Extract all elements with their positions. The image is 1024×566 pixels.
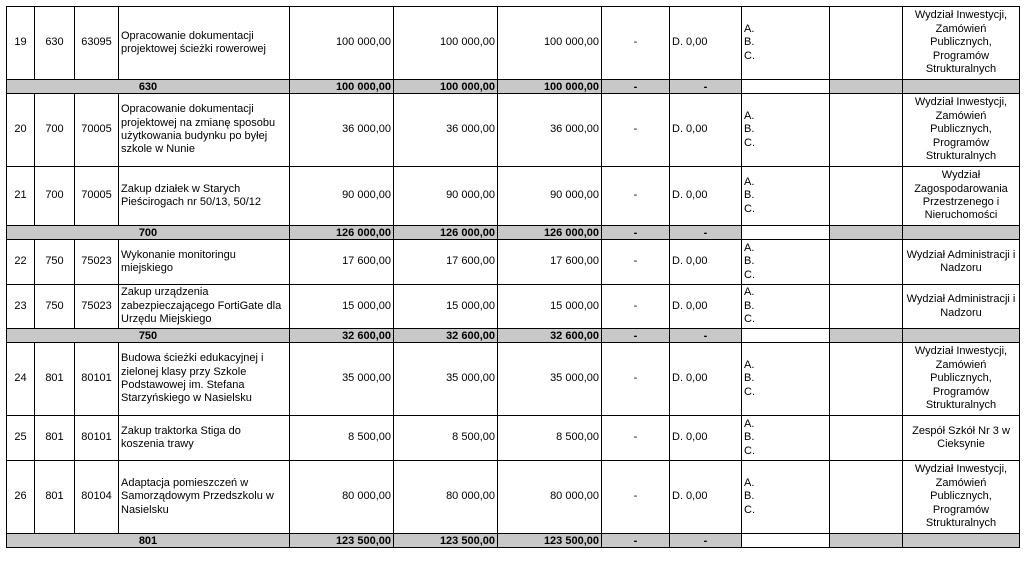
total-empty-cell (830, 80, 903, 94)
rozdzial-cell: 75023 (75, 285, 119, 329)
row-number-cell: 24 (7, 343, 35, 416)
total-dash-cell: - (602, 329, 670, 343)
abc-label: C. (744, 503, 755, 516)
total-empty-cell-2 (903, 534, 1020, 548)
dash-cell: - (602, 343, 670, 416)
source-abc-cell (742, 343, 830, 416)
abc-label: A. (744, 175, 755, 188)
amount-cell-2: 15 000,00 (394, 285, 498, 329)
amount-cell-1: 80 000,00 (290, 461, 394, 534)
total-cell-2: 123 500,00 (394, 534, 498, 548)
dash-cell: - (602, 240, 670, 285)
section-label-cell: 700 (7, 226, 290, 240)
amount-cell-1: 35 000,00 (290, 343, 394, 416)
empty-cell (830, 461, 903, 534)
source-abc-cell (742, 416, 830, 461)
empty-cell (830, 240, 903, 285)
dzial-cell: 630 (35, 7, 75, 80)
source-abc-cell (742, 94, 830, 167)
table-row (7, 416, 1020, 461)
abc-label: A. (744, 358, 755, 371)
amount-cell-3: 100 000,00 (498, 7, 602, 80)
abc-label: B. (744, 490, 755, 503)
task-description-cell: Adaptacja pomieszczeń w Samorządowym Przedszkolu w Nasielsku (119, 461, 290, 534)
source-d-cell: D. 0,00 (670, 343, 742, 416)
section-label-cell: 750 (7, 329, 290, 343)
abc-label: B. (744, 431, 755, 444)
dzial-cell: 801 (35, 343, 75, 416)
dzial-cell: 750 (35, 240, 75, 285)
total-empty-cell (830, 226, 903, 240)
total-cell-1: 32 600,00 (290, 329, 394, 343)
source-abc-cell (742, 7, 830, 80)
amount-cell-1: 100 000,00 (290, 7, 394, 80)
dzial-cell: 750 (35, 285, 75, 329)
abc-label: B. (744, 36, 755, 49)
rozdzial-cell: 63095 (75, 7, 119, 80)
abc-label: A. (744, 22, 755, 35)
row-number-cell: 23 (7, 285, 35, 329)
abc-label: C. (744, 444, 755, 457)
investment-budget-table (6, 6, 1020, 548)
dzial-cell: 700 (35, 167, 75, 226)
rozdzial-cell: 70005 (75, 167, 119, 226)
responsible-unit-cell: Wydział Inwestycji, Zamówień Publicznych, Programów Strukturalnych (903, 461, 1020, 534)
table-row (7, 240, 1020, 285)
rozdzial-cell: 70005 (75, 94, 119, 167)
source-abc-cell (742, 240, 830, 285)
task-description-cell: Wykonanie monitoringu miejskiego (119, 240, 290, 285)
abc-label: C. (744, 385, 755, 398)
section-label-cell: 801 (7, 534, 290, 548)
responsible-unit-cell: Wydział Inwestycji, Zamówień Publicznych, Programów Strukturalnych (903, 94, 1020, 167)
responsible-unit-cell: Wydział Inwestycji, Zamówień Publicznych, Programów Strukturalnych (903, 7, 1020, 80)
amount-cell-2: 100 000,00 (394, 7, 498, 80)
dzial-cell: 801 (35, 461, 75, 534)
dash-cell: - (602, 7, 670, 80)
rozdzial-cell: 80101 (75, 416, 119, 461)
abc-label: B. (744, 299, 755, 312)
rozdzial-cell: 75023 (75, 240, 119, 285)
task-description-cell: Zakup traktorka Stiga do koszenia trawy (119, 416, 290, 461)
empty-cell (830, 416, 903, 461)
abc-label: A. (744, 241, 755, 254)
empty-cell (830, 343, 903, 416)
amount-cell-2: 80 000,00 (394, 461, 498, 534)
section-total-row (7, 80, 1020, 94)
amount-cell-3: 17 600,00 (498, 240, 602, 285)
total-dash-cell-2: - (670, 329, 742, 343)
task-description-cell: Opracowanie dokumentacji projektowej na zmianę sposobu użytkowania budynku po byłej szkole w Nunie (119, 94, 290, 167)
amount-cell-2: 90 000,00 (394, 167, 498, 226)
table-row (7, 343, 1020, 416)
source-d-cell: D. 0,00 (670, 167, 742, 226)
dash-cell: - (602, 167, 670, 226)
responsible-unit-cell: Wydział Zagospodarowania Przestrzenego i Nieruchomości (903, 167, 1020, 226)
table-row (7, 7, 1020, 80)
source-d-cell: D. 0,00 (670, 416, 742, 461)
table-row (7, 167, 1020, 226)
abc-label: C. (744, 49, 755, 62)
total-cell-1: 123 500,00 (290, 534, 394, 548)
section-label-cell: 630 (7, 80, 290, 94)
budget-table-page (6, 6, 1020, 548)
source-d-cell: D. 0,00 (670, 461, 742, 534)
table-row (7, 461, 1020, 534)
total-dash-cell-2: - (670, 226, 742, 240)
abc-label: B. (744, 255, 755, 268)
total-dash-cell: - (602, 80, 670, 94)
row-number-cell: 25 (7, 416, 35, 461)
amount-cell-1: 8 500,00 (290, 416, 394, 461)
amount-cell-3: 8 500,00 (498, 416, 602, 461)
total-cell-2: 32 600,00 (394, 329, 498, 343)
total-cell-3: 126 000,00 (498, 226, 602, 240)
dzial-cell: 700 (35, 94, 75, 167)
abc-label: C. (744, 202, 755, 215)
responsible-unit-cell: Zespół Szkół Nr 3 w Cieksynie (903, 416, 1020, 461)
abc-label: C. (744, 268, 755, 281)
source-abc-cell (742, 461, 830, 534)
source-abc-cell (742, 285, 830, 329)
abc-label: A. (744, 286, 755, 299)
total-empty-cell (830, 534, 903, 548)
total-empty-cell-2 (903, 226, 1020, 240)
total-dash-cell: - (602, 534, 670, 548)
source-abc-cell (742, 167, 830, 226)
dash-cell: - (602, 461, 670, 534)
responsible-unit-cell: Wydział Administracji i Nadzoru (903, 240, 1020, 285)
task-description-cell: Zakup urządzenia zabezpieczającego FortiGate dla Urzędu Miejskiego (119, 285, 290, 329)
rozdzial-cell: 80101 (75, 343, 119, 416)
dash-cell: - (602, 94, 670, 167)
abc-label: B. (744, 189, 755, 202)
total-empty-cell-2 (903, 80, 1020, 94)
responsible-unit-cell: Wydział Inwestycji, Zamówień Publicznych, Programów Strukturalnych (903, 343, 1020, 416)
blank-cell (742, 226, 830, 240)
amount-cell-3: 80 000,00 (498, 461, 602, 534)
source-d-cell: D. 0,00 (670, 7, 742, 80)
task-description-cell: Opracowanie dokumentacji projektowej ścieżki rowerowej (119, 7, 290, 80)
amount-cell-3: 35 000,00 (498, 343, 602, 416)
amount-cell-1: 15 000,00 (290, 285, 394, 329)
total-empty-cell (830, 329, 903, 343)
source-d-cell: D. 0,00 (670, 285, 742, 329)
dzial-cell: 801 (35, 416, 75, 461)
amount-cell-3: 15 000,00 (498, 285, 602, 329)
empty-cell (830, 94, 903, 167)
section-total-row (7, 329, 1020, 343)
amount-cell-2: 35 000,00 (394, 343, 498, 416)
abc-label: A. (744, 476, 755, 489)
amount-cell-3: 90 000,00 (498, 167, 602, 226)
total-empty-cell-2 (903, 329, 1020, 343)
empty-cell (830, 285, 903, 329)
table-row (7, 94, 1020, 167)
source-d-cell: D. 0,00 (670, 240, 742, 285)
total-cell-3: 32 600,00 (498, 329, 602, 343)
task-description-cell: Zakup działek w Starych Pieścirogach nr 50/13, 50/12 (119, 167, 290, 226)
row-number-cell: 19 (7, 7, 35, 80)
abc-label: A. (744, 417, 755, 430)
section-total-row (7, 534, 1020, 548)
task-description-cell: Budowa ścieżki edukacyjnej i zielonej klasy przy Szkole Podstawowej im. Stefana Starzyńskiego w Nasielsku (119, 343, 290, 416)
blank-cell (742, 80, 830, 94)
amount-cell-1: 36 000,00 (290, 94, 394, 167)
amount-cell-1: 90 000,00 (290, 167, 394, 226)
dash-cell: - (602, 285, 670, 329)
total-cell-3: 123 500,00 (498, 534, 602, 548)
total-cell-2: 100 000,00 (394, 80, 498, 94)
blank-cell (742, 534, 830, 548)
empty-cell (830, 167, 903, 226)
amount-cell-1: 17 600,00 (290, 240, 394, 285)
row-number-cell: 22 (7, 240, 35, 285)
row-number-cell: 20 (7, 94, 35, 167)
amount-cell-3: 36 000,00 (498, 94, 602, 167)
total-dash-cell-2: - (670, 80, 742, 94)
total-cell-1: 126 000,00 (290, 226, 394, 240)
total-dash-cell: - (602, 226, 670, 240)
amount-cell-2: 36 000,00 (394, 94, 498, 167)
table-row (7, 285, 1020, 329)
amount-cell-2: 17 600,00 (394, 240, 498, 285)
abc-label: C. (744, 313, 755, 326)
responsible-unit-cell: Wydział Administracji i Nadzoru (903, 285, 1020, 329)
total-dash-cell-2: - (670, 534, 742, 548)
abc-label: B. (744, 123, 755, 136)
total-cell-2: 126 000,00 (394, 226, 498, 240)
section-total-row (7, 226, 1020, 240)
row-number-cell: 21 (7, 167, 35, 226)
source-d-cell: D. 0,00 (670, 94, 742, 167)
abc-label: C. (744, 136, 755, 149)
rozdzial-cell: 80104 (75, 461, 119, 534)
total-cell-1: 100 000,00 (290, 80, 394, 94)
blank-cell (742, 329, 830, 343)
abc-label: A. (744, 109, 755, 122)
amount-cell-2: 8 500,00 (394, 416, 498, 461)
row-number-cell: 26 (7, 461, 35, 534)
empty-cell (830, 7, 903, 80)
abc-label: B. (744, 372, 755, 385)
dash-cell: - (602, 416, 670, 461)
total-cell-3: 100 000,00 (498, 80, 602, 94)
